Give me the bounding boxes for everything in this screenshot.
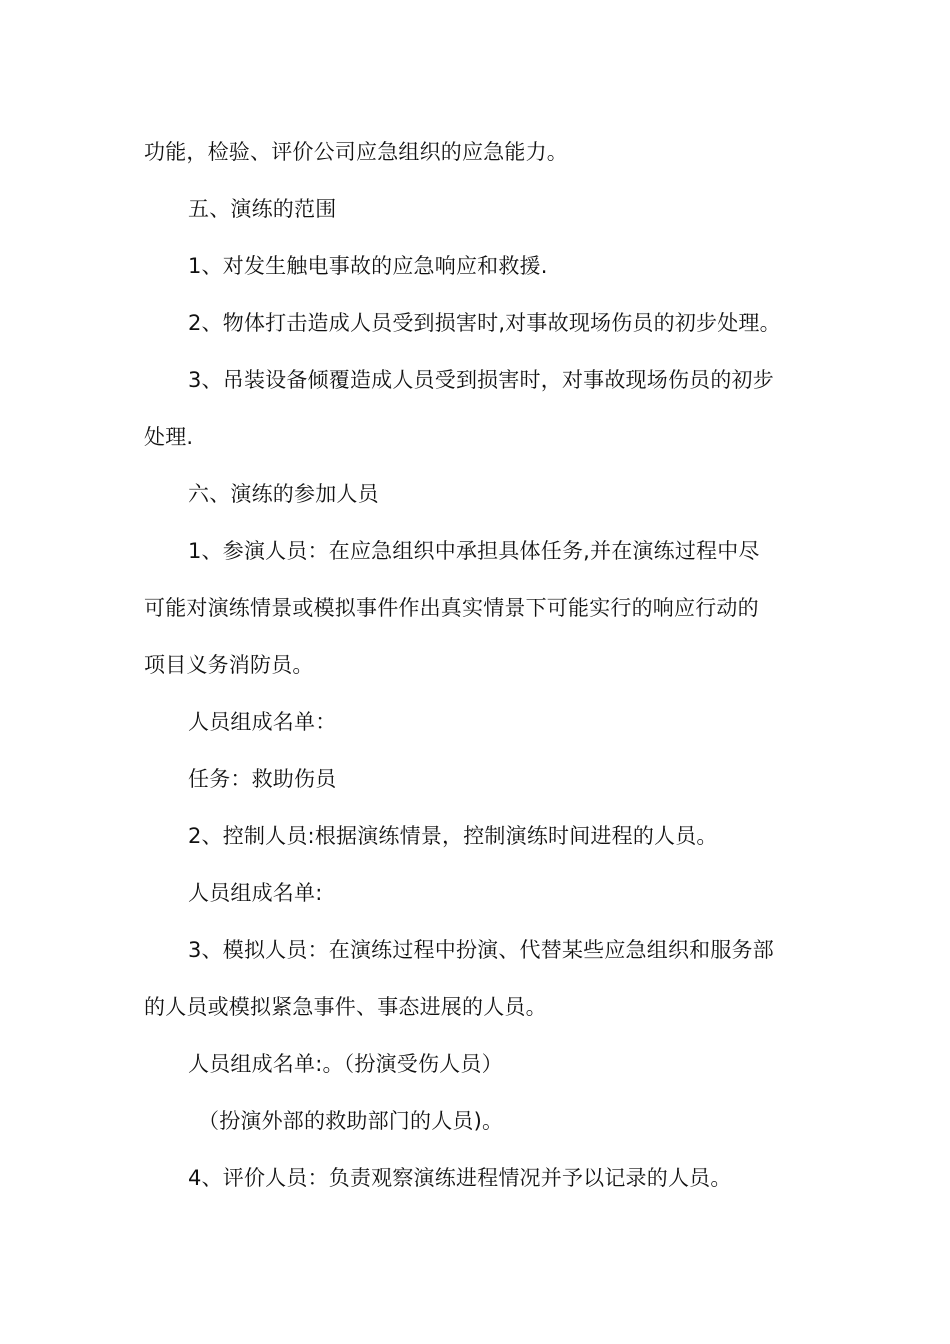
paragraph-line: 可能对演练情景或模拟事件作出真实情景下可能实行的响应行动的 bbox=[144, 596, 759, 620]
paragraph-line: 人员组成名单: bbox=[188, 881, 323, 905]
paragraph-line: 4、评价人员：负责观察演练进程情况并予以记录的人员。 bbox=[188, 1166, 732, 1190]
paragraph-line: 任务：救助伤员 bbox=[188, 767, 337, 791]
paragraph-line: 的人员或模拟紧急事件、事态进展的人员。 bbox=[144, 995, 547, 1019]
paragraph-line: 1、参演人员：在应急组织中承担具体任务,并在演练过程中尽 bbox=[188, 539, 760, 563]
paragraph-line: 处理. bbox=[144, 425, 194, 449]
section-heading-scope: 五、演练的范围 bbox=[188, 197, 337, 221]
paragraph-line: 2、控制人员:根据演练情景，控制演练时间进程的人员。 bbox=[188, 824, 718, 848]
section-heading-participants: 六、演练的参加人员 bbox=[188, 482, 379, 506]
paragraph-line: 2、物体打击造成人员受到损害时,对事故现场伤员的初步处理。 bbox=[188, 311, 781, 335]
paragraph-line: 3、模拟人员：在演练过程中扮演、代替某些应急组织和服务部 bbox=[188, 938, 774, 962]
paragraph-line: 人员组成名单： bbox=[188, 710, 337, 734]
paragraph-line: 功能，检验、评价公司应急组织的应急能力。 bbox=[144, 140, 568, 164]
paragraph-line: 3、吊装设备倾覆造成人员受到损害时，对事故现场伤员的初步 bbox=[188, 368, 774, 392]
paragraph-line: 人员组成名单:。（扮演受伤人员） bbox=[188, 1052, 503, 1076]
paragraph-line: （扮演外部的救助部门的人员)。 bbox=[198, 1109, 504, 1133]
paragraph-line: 项目义务消防员。 bbox=[144, 653, 314, 677]
paragraph-line: 1、对发生触电事故的应急响应和救援. bbox=[188, 254, 548, 278]
